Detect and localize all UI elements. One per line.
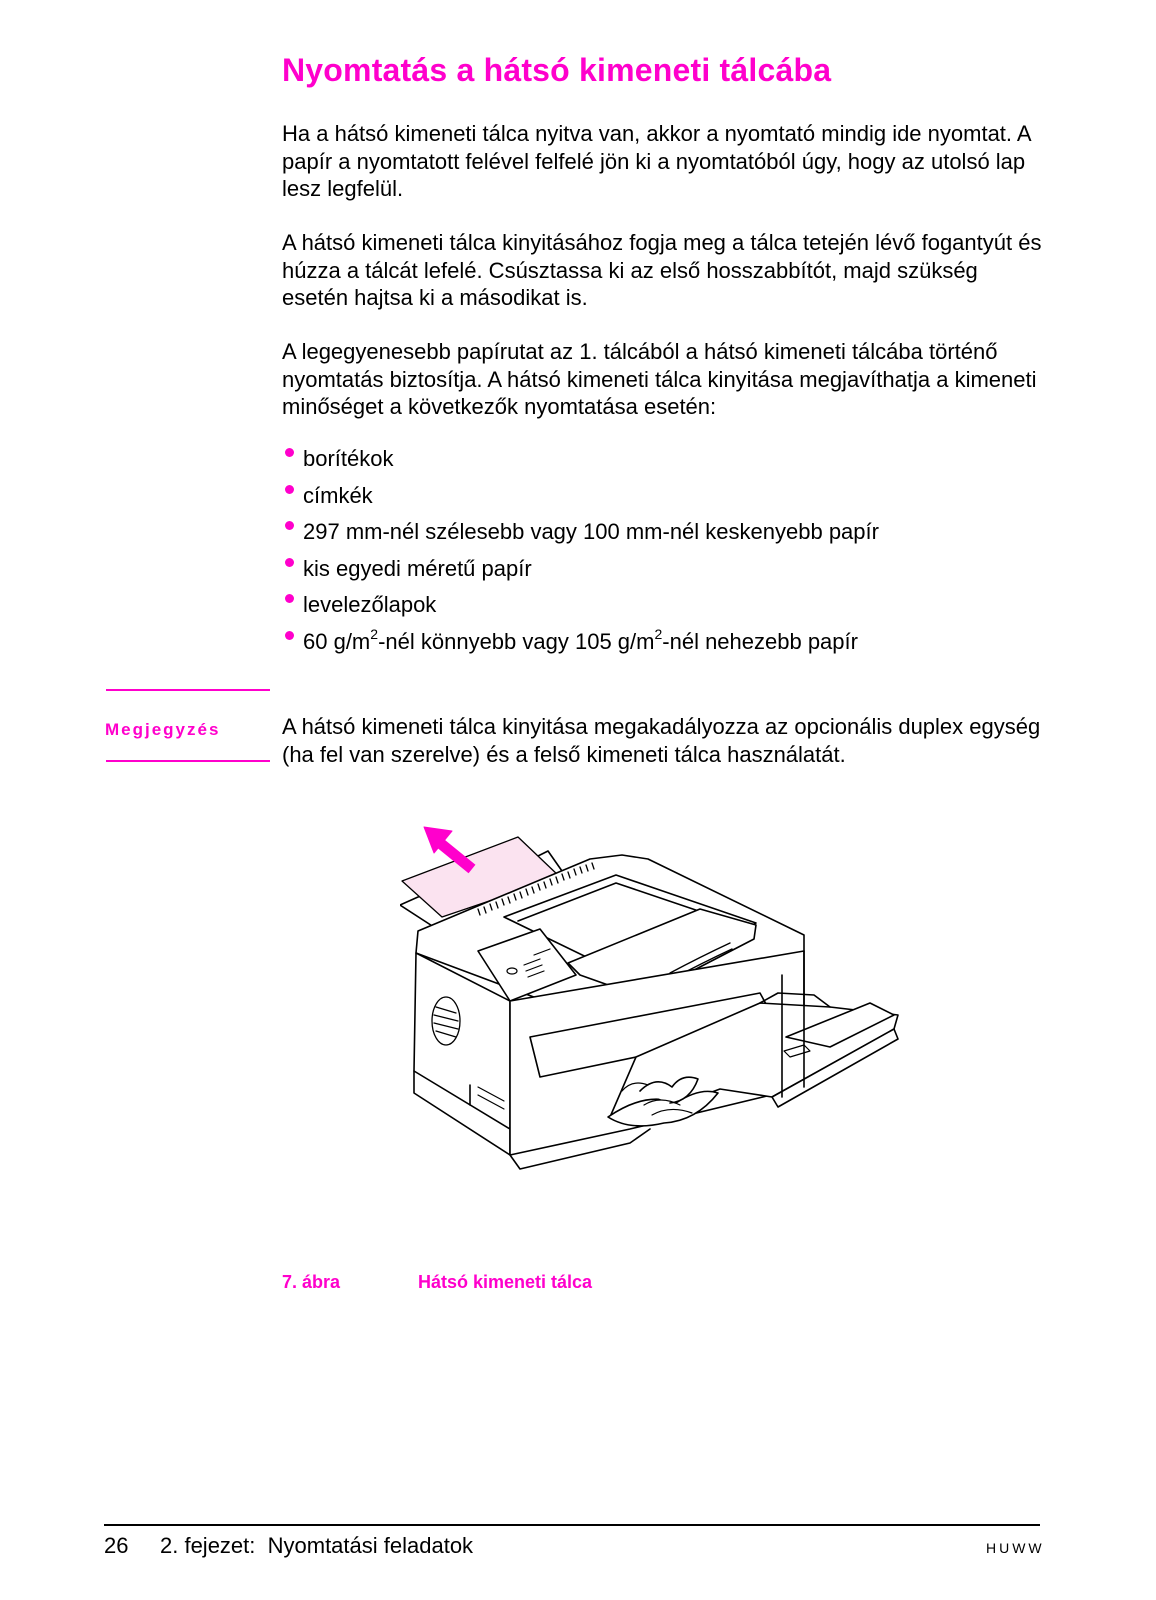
- weight-text-part3: -nél nehezebb papír: [662, 628, 858, 654]
- paragraph-paper-path: A legegyenesebb papírutat az 1. tálcából a hátsó kimeneti tálcába történő nyomtatás biztosítja. A hátsó kimeneti tálca kinyitása megjavíthatja a kimeneti minőséget a következők nyomtatása esetén:: [282, 339, 1037, 419]
- list-item-label: 297 mm-nél szélesebb vagy 100 mm-nél keskenyebb papír: [303, 519, 879, 544]
- bullet-icon: [285, 631, 294, 640]
- media-bullet-list: [282, 445, 879, 664]
- list-item-label: címkék: [303, 482, 373, 508]
- note-text: A hátsó kimeneti tálca kinyitása megakadályozza az opcionális duplex egység (ha fel van szerelve) és a felső kimeneti tálca használatát.: [282, 714, 1041, 767]
- page-number: 26: [104, 1533, 129, 1558]
- note-rule-top: [106, 689, 270, 691]
- list-item-label: levelezőlapok: [303, 592, 437, 617]
- paragraph-open-tray: A hátsó kimeneti tálca kinyitásához fogja meg a tálca tetején lévő fogantyút és húzza a tálcát lefelé. Csúsztassa ki az első hosszabbítót, majd szükség esetén hajtsa ki a másodikat is.: [282, 230, 1042, 310]
- superscript: 2: [654, 626, 663, 643]
- superscript: 2: [370, 626, 379, 643]
- figure-number: 7. ábra: [282, 1272, 341, 1292]
- footer-rule: [104, 1524, 1040, 1526]
- weight-text-part1: 60 g/m: [303, 628, 371, 654]
- note-label: Megjegyzés: [105, 720, 221, 739]
- page-title: Nyomtatás a hátsó kimeneti tálcába: [282, 52, 832, 88]
- list-item: [282, 555, 879, 592]
- bullet-icon: [285, 521, 294, 530]
- printer-illustration: [400, 825, 930, 1225]
- figure-caption: Hátsó kimeneti tálca: [418, 1272, 593, 1292]
- list-item-label: kis egyedi méretű papír: [303, 555, 532, 581]
- list-item-weight: [282, 628, 879, 665]
- list-item: [282, 591, 879, 628]
- paragraph-intro: Ha a hátsó kimeneti tálca nyitva van, akkor a nyomtató mindig ide nyomtat. A papír a nyomtatott felével felfelé jön ki a nyomtatóból úgy, hogy az utolsó lap lesz legfelül.: [282, 121, 1031, 201]
- bullet-icon: [285, 485, 294, 494]
- list-item: [282, 518, 879, 555]
- weight-text-part2: -nél könnyebb vagy 105 g/m: [378, 628, 655, 654]
- bullet-icon: [285, 594, 294, 603]
- list-item: [282, 482, 879, 519]
- list-item-label: borítékok: [303, 446, 394, 471]
- bullet-icon: [285, 558, 294, 567]
- chapter-title: 2. fejezet: Nyomtatási feladatok: [160, 1533, 474, 1558]
- list-item: [282, 445, 879, 482]
- note-rule-bottom: [106, 760, 270, 762]
- bullet-icon: [285, 448, 294, 457]
- language-code: HUWW: [986, 1540, 1045, 1556]
